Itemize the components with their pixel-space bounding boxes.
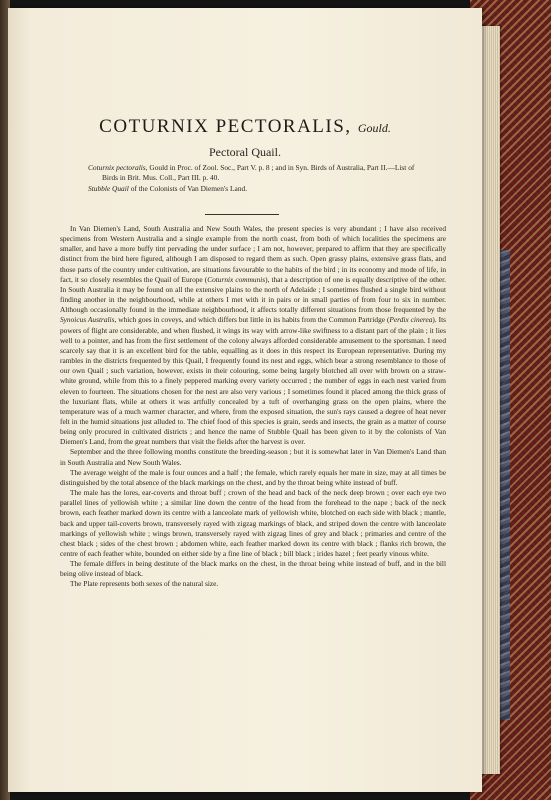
species-title (8, 116, 482, 138)
paragraph: In Van Diemen's Land, South Australia and New South Wales, the present species is very abundant ; I have also received specimens from Western Australia and a single example from the north coast, from both of which localities the specimens are smaller, and have a more buffy tint pervading the under surface ; I am not, however, prepared to affirm that they are specifically distinct from the bird here figured, although I am disposed to regard them as such. Open grassy plains, extensive grass flats, and those parts of the country under cultivation, are situations favourable to the habits of the bird ; in its economy and mode of life, in fact, it so closely resembles the Quail of Europe (Coturnix communis), that a description of one is equally descriptive of the other. In South Australia it may be found on all the extensive plains to the north of Adelaide ; I sometimes flushed a single bird without finding another in the neighbourhood, while at others I met with it in pairs or in small parties of from four to six in number. Although occasionally found in the immediate neighbourhood, it affects totally different situations from those frequented by the Synoicus Australis, which goes in coveys, and which differs but little in its habits from the Common Partridge (Perdix cinerea). Its powers of flight are considerable, and when flushed, it wings its way with arrow-like swiftness to a distant part of the plain ; it lies well to a pointer, and has from the first settlement of the colony always afforded considerable amusement to the sportsman. I need scarcely say that it is an excellent bird for the table, equalling as it does in this respect its European representative. During my rambles in the districts frequented by this Quail, I frequently found its nest and eggs, which bear a strong resemblance to those of our own Quail ; such variation, however, exists in their colouring, some being largely blotched all over with brown on a straw-white ground, while from this to a finely peppered marking every variety occurred ; the number of eggs in each nest varied from eleven to fourteen. The situations chosen for the nest are also very various ; I sometimes found it placed among the thick grass of the luxuriant flats, while at others it was artfully concealed by a tuft of overhanging grass on the open plains, where the temperature was of a much warmer character, and where, from the exposed situation, the sun's rays caused a degree of heat never felt in the humid situations just alluded to. The chief food of this species is grain, seeds and insects, the grain as a matter of course being only procured in cultivated districts ; and hence the name of Stubble Quail has been given to it by the colonists of Van Diemen's Land, from the great numbers that visit the fields after the harvest is over. (60, 224, 446, 447)
species-name: COTURNIX PECTORALIS, (99, 116, 352, 137)
synonymy-block (88, 163, 418, 194)
book-page (8, 8, 482, 792)
paragraph: The average weight of the male is four ounces and a half ; the female, which rarely equals her mate in size, may at all times be distinguished by the total absence of the black markings on the chest, and by the throat being white instead of buff. (60, 467, 446, 487)
description-text (60, 224, 446, 590)
common-name: Pectoral Quail. (209, 145, 281, 159)
species-author: Gould. (357, 121, 391, 135)
paragraph: September and the three following months constitute the breeding-season ; but it is somewhat later in Van Diemen's Land than in South Australia and New South Wales. (60, 447, 446, 467)
paragraph: The male has the lores, ear-coverts and throat buff ; crown of the head and back of the neck deep brown ; over each eye two parallel lines of yellowish white ; a similar line down the centre of the head from the forehead to the nape ; back of the neck brown, each feather marked down its centre with a lanceolate mark of yellowish white, blotched on each side with black ; mantle, back and upper tail-coverts brown, transversely rayed with zigzag markings of black, and striped down the centre with lanceolate markings of yellowish white ; wings brown, transversely rayed with zigzag lines of grey and black ; primaries and centre of the chest black ; sides of the chest brown ; abdomen white, each feather marked down its centre with black ; flanks rich brown, the centre of each feather white, bounded on either side by a fine line of black ; bill black ; irides hazel ; feet pearly vinous white. (60, 488, 446, 558)
paragraph: The Plate represents both sexes of the natural size. (70, 579, 219, 589)
paragraph: The female differs in being destitute of the black marks on the chest, in the throat being white instead of buff, and in the bill being olive instead of black. (60, 559, 446, 579)
synonymy-entry: Coturnix pectoralis, Gould in Proc. of Zool. Soc., Part V. p. 8 ; and in Syn. Birds of Australia, Part II.—List of Birds in Brit. Mus. Coll., Part III. p. 40. (88, 163, 415, 183)
divider-rule (205, 214, 279, 215)
synonymy-entry: Stubble Quail of the Colonists of Van Diemen's Land. (88, 183, 248, 193)
